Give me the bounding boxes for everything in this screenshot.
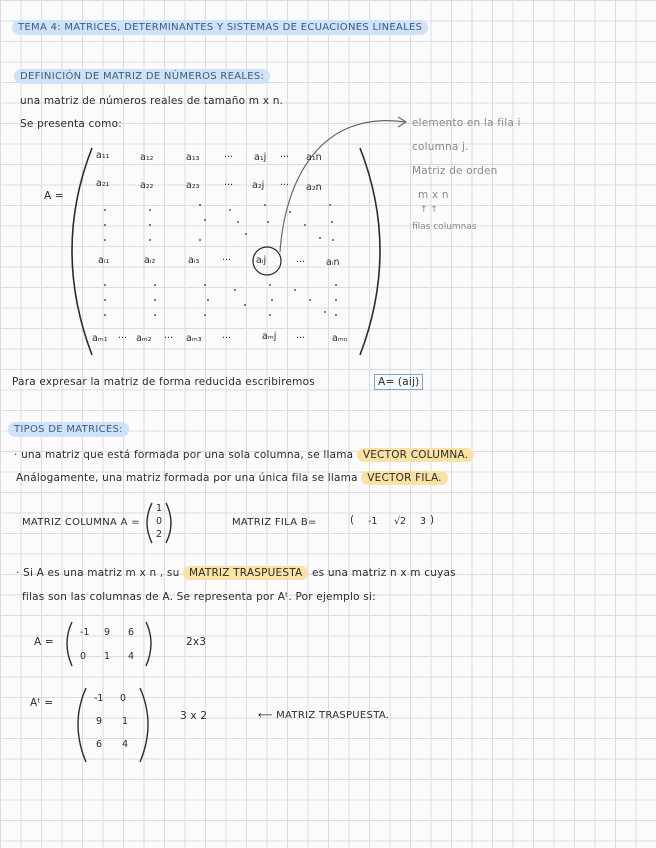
matrix-entry: ··· [280,152,290,163]
transpose-arrow-note: ⟵ MATRIZ TRASPUESTA. [258,710,390,721]
matrix-entry: aₘₙ [332,333,348,344]
matrix-entry: ··· [118,333,128,344]
page-title: TEMA 4: MATRICES, DETERMINANTES Y SISTEMAS DE ECUACIONES LINEALES [12,20,428,35]
matrix-3x2-entry: 9 [96,716,103,727]
matrix-entry: aᵢ₃ [188,255,200,266]
row-matrix-entry: 3 [420,516,427,527]
matrix-3x2-entry: 1 [122,716,129,727]
matrix-entry: a₁j [254,152,267,163]
column-vector-sentence: · una matriz que está formada por una sola columna, se llama [14,449,354,461]
matrix-entry: a₁n [306,152,322,163]
matrix-2x3-label: A = [34,636,54,648]
note-element-col: columna j. [412,141,469,153]
matrix-2x3-entry: 0 [80,651,87,662]
matrix-3x2-entry: 0 [120,693,127,704]
matrix-3x2-label: Aᵗ = [30,697,54,709]
matrix-entry: a₁₁ [96,150,110,161]
column-matrix-entry: 2 [156,529,163,540]
matrix-entry-aij: aᵢj [256,255,267,266]
definition-line-1: una matriz de números reales de tamaño m x n. [20,95,284,107]
matrix-entry: ··· [224,180,234,191]
column-matrix-label: MATRIZ COLUMNA A = [22,517,140,528]
note-order: Matriz de orden [412,165,498,177]
matrix-entry: ··· [280,180,290,191]
note-rows-cols: filas columnas [412,222,477,232]
row-matrix-open-paren: ( [350,514,355,526]
col-vector-right-paren [166,503,171,543]
note-m-x-n: m x n [418,189,449,201]
matrix-entry: aᵢn [326,257,340,268]
column-matrix-entry: 1 [156,503,163,514]
left-paren [72,148,92,355]
matrix-entry: aᵢ₁ [98,255,110,266]
column-matrix-entry: 0 [156,516,163,527]
matrix-entry: a₂₂ [140,180,154,191]
note-element-row: elemento en la fila i [412,117,521,129]
matrix-entry: aₘj [262,331,277,342]
matrix-entry: aₘ₁ [92,333,108,344]
matrix-3x2-left-paren [78,688,86,762]
row-vector-sentence: Análogamente, una matriz formada por una única fila se llama [16,472,358,484]
matrix-2x3-entry: 6 [128,627,135,638]
matrix-entry: a₁₂ [140,152,154,163]
matrix-2x3-size: 2x3 [186,636,207,648]
matrix-entry: ··· [222,255,232,266]
matrix-2x3-entry: 1 [104,651,111,662]
row-matrix-entry: √2 [394,516,407,527]
matrix-entry: aₘ₃ [186,333,202,344]
matrix-entry: aₘ₂ [136,333,152,344]
row-vector-term: VECTOR FILA. [361,471,447,485]
definition-line-2: Se presenta como: [20,118,122,130]
matrix-3x2-size: 3 x 2 [180,710,208,722]
note-arrows: ↑ ↑ [420,205,438,215]
transpose-term: MATRIZ TRASPUESTA [183,566,308,580]
row-vector-text [16,472,448,484]
matrix-3x2-entry: 4 [122,739,129,750]
definition-heading: DEFINICIÓN DE MATRIZ DE NÚMEROS REALES: [14,69,270,84]
matrix-entry: ··· [224,152,234,163]
matrix-entry: a₂n [306,182,322,193]
transpose-sentence-a: · Si A es una matriz m x n , su [16,567,180,579]
matrix-entry: a₂j [252,180,265,191]
matrix-entry: ··· [296,333,306,344]
matrix-entry: a₁₃ [186,152,200,163]
row-matrix-label: MATRIZ FILA B= [232,517,317,528]
matrix-3x2-entry: -1 [94,693,104,704]
transpose-text-line-2: filas son las columnas de A. Se representa por Aᵗ. Por ejemplo si: [22,591,376,603]
reduced-form-text: Para expresar la matriz de forma reducida escribiremos [12,376,315,388]
reduced-form-formula: A= (aij) [374,374,423,390]
matrix-a-label: A = [44,190,64,202]
matrix-entry: ··· [296,257,306,268]
row-matrix-close-paren: ) [430,514,435,526]
matrix-3x2-entry: 6 [96,739,103,750]
matrix-2x3-right-paren [146,622,151,666]
matrix-2x3-left-paren [67,622,72,666]
matrix-entry: a₂₃ [186,180,200,191]
types-heading: TIPOS DE MATRICES: [8,422,129,437]
matrix-3x2-right-paren [140,688,148,762]
transpose-sentence-b: es una matriz n x m cuyas [311,567,456,579]
matrix-entry: ··· [222,333,232,344]
col-vector-left-paren [147,503,152,543]
row-matrix-entry: -1 [368,516,378,527]
column-vector-term: VECTOR COLUMNA. [357,448,474,462]
transpose-text-line-1 [16,567,456,579]
curved-arrow [280,121,405,252]
matrix-entry: aᵢ₂ [144,255,156,266]
right-paren [360,148,380,355]
matrix-2x3-entry: -1 [80,627,90,638]
matrix-entry: ··· [164,333,174,344]
matrix-entry: a₂₁ [96,178,110,189]
column-vector-text [14,449,474,461]
matrix-2x3-entry: 9 [104,627,111,638]
matrix-2x3-entry: 4 [128,651,135,662]
